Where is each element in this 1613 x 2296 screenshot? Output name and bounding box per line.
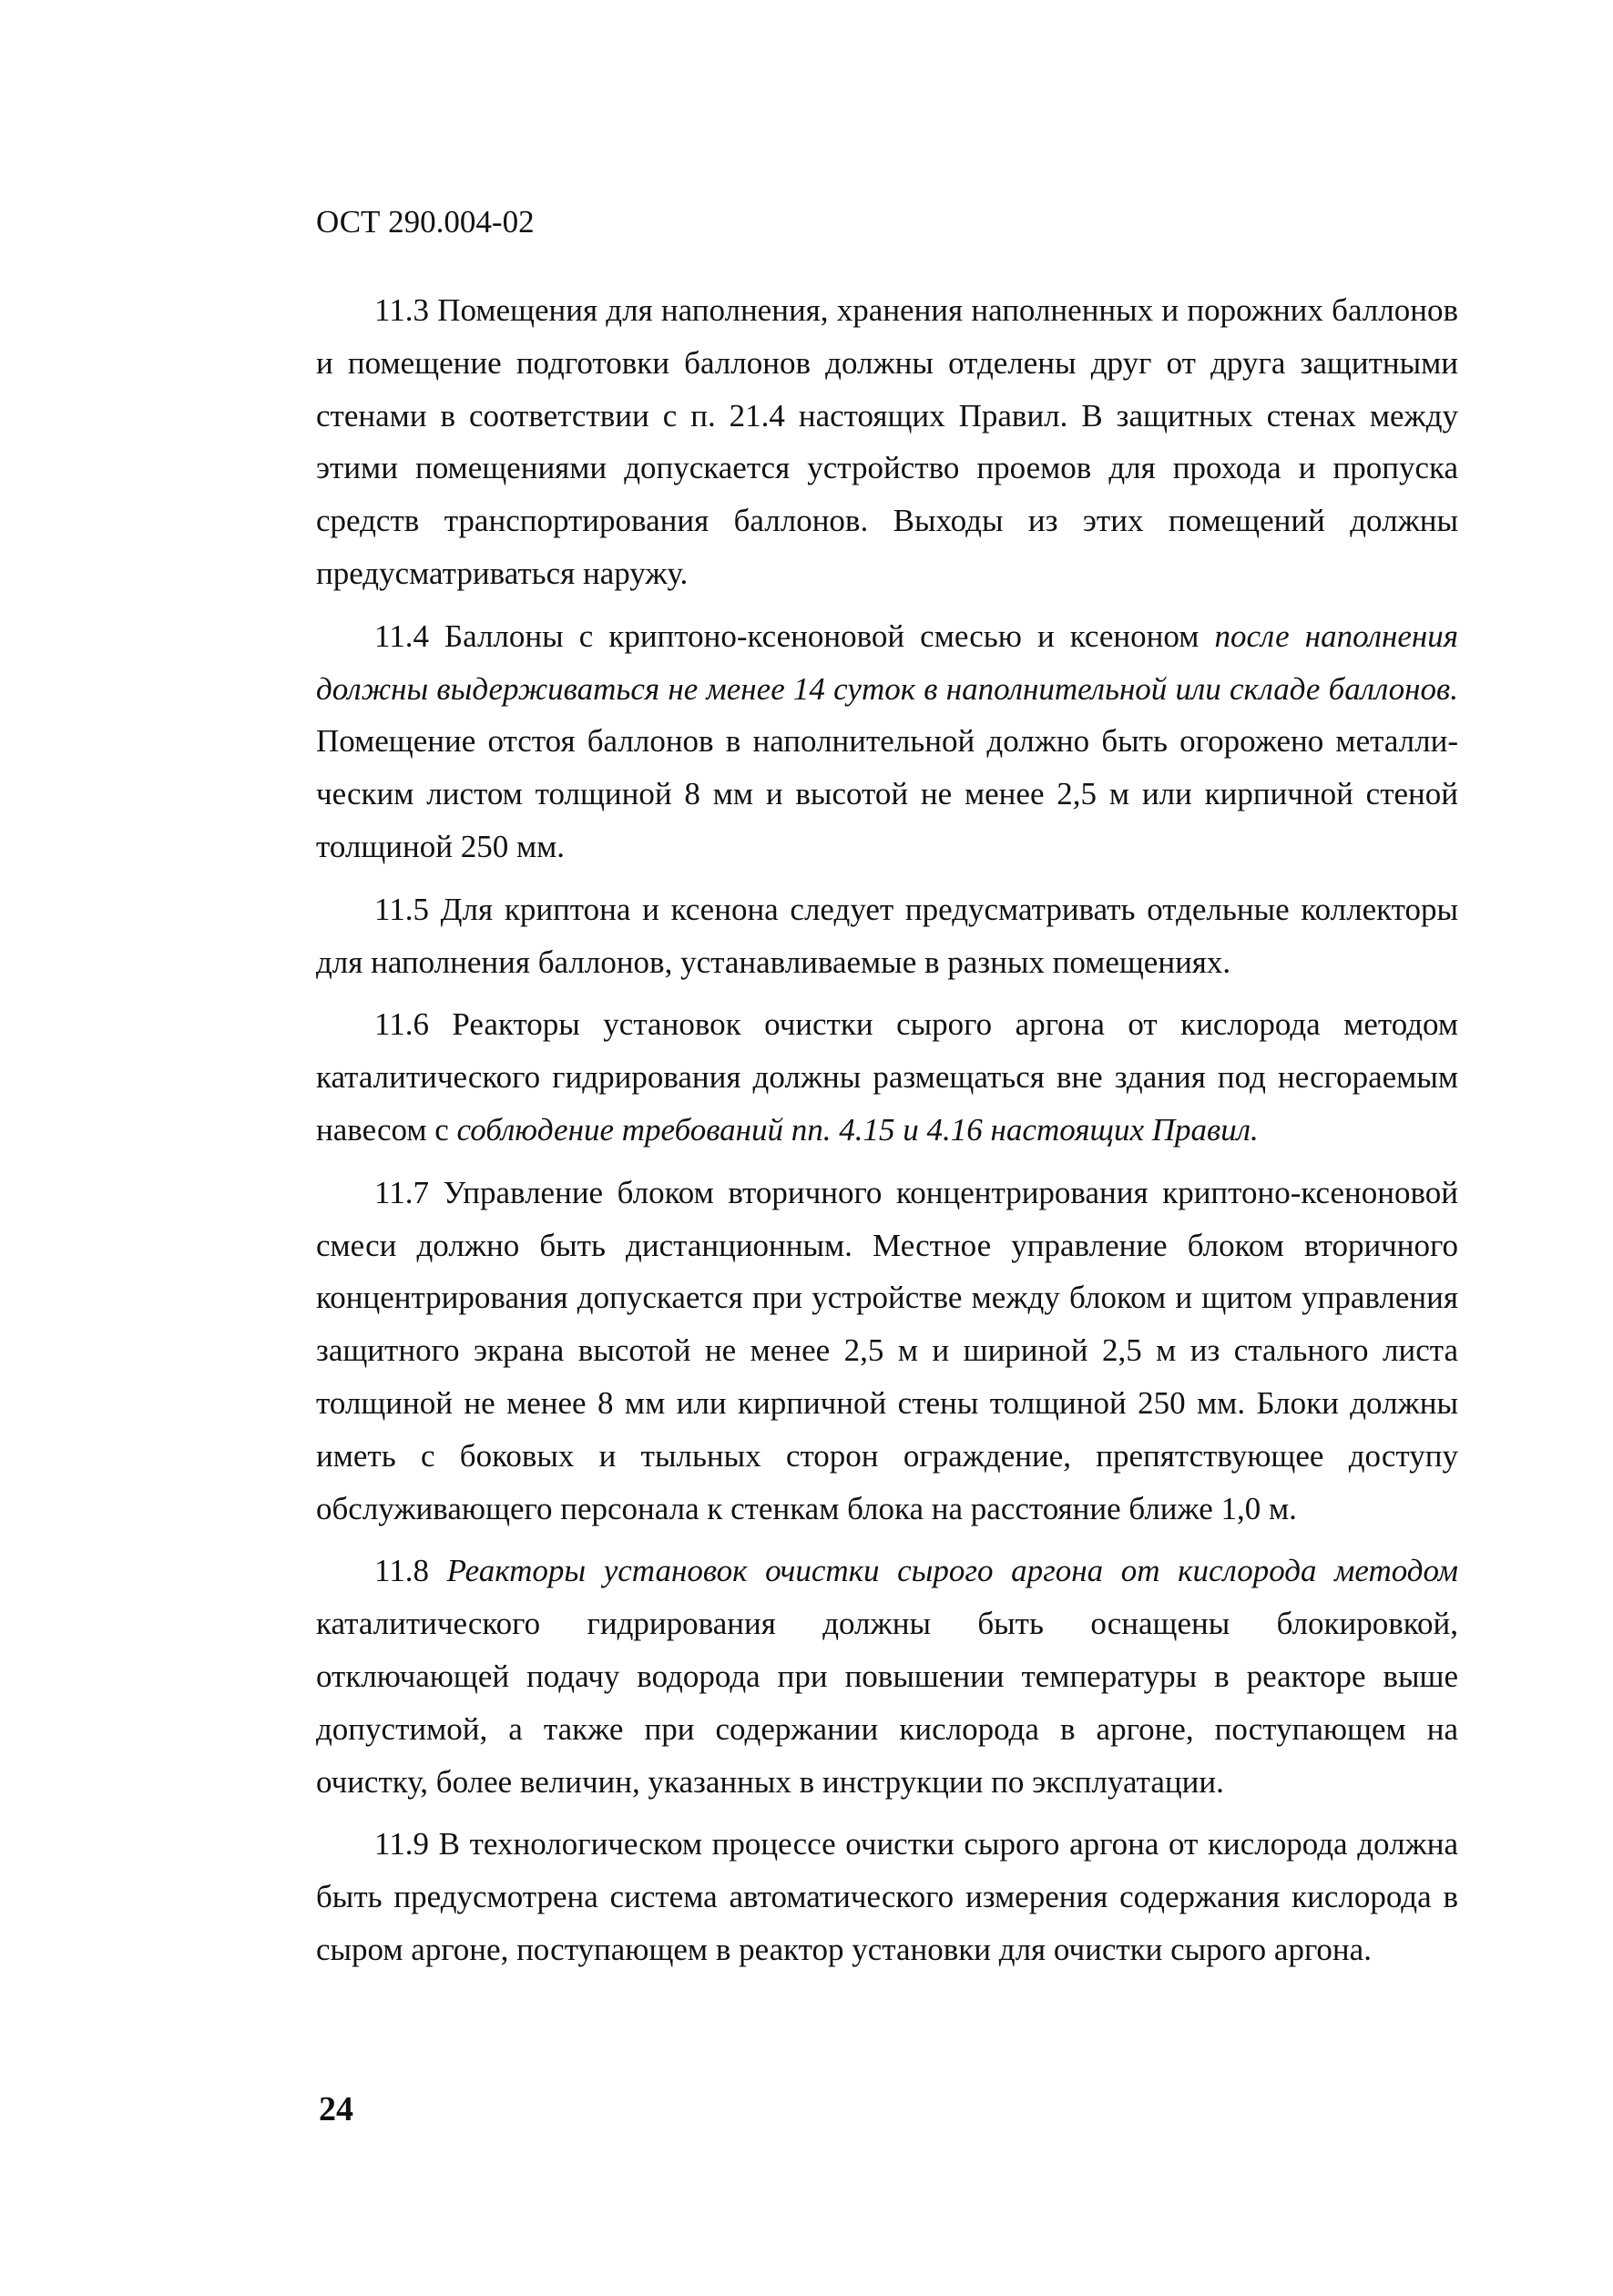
- paragraph-11-8: [316, 1545, 1458, 1808]
- paragraph-11-4-italic: после наполнения должны выдерживаться не менее 14 суток в наполнительной или складе баллонов.: [316, 617, 1458, 707]
- paragraph-11-6-italic: соблюдение требований пп. 4.15 и 4.16 настоящих Правил.: [456, 1111, 1259, 1148]
- paragraph-11-7: 11.7 Управление блоком вторичного концентрирования криптоно-ксеноновой смеси должно быть дистанционным. Местное управление блоком вторичного концентрирования допускается при устройстве между блоком и щитом управления защитного экрана высотой не менее 2,5 м и шириной 2,5 м из стального листа толщиной не менее 8 мм или кирпичной стены толщиной 250 мм. Блоки должны иметь с боковых и тыльных сторон ограждение, препятствующее доступу обслуживающего персонала к стенкам блока на расстояние ближе 1,0 м.: [316, 1174, 1458, 1526]
- paragraph-11-9: 11.9 В технологическом процессе очистки сырого аргона от кислорода должна быть предусмотрена система автоматического измерения содержания кислорода в сыром аргоне, поступающем в реактор установки для очистки сырого аргона.: [316, 1826, 1458, 1967]
- paragraph-11-8-lead: 11.8: [374, 1553, 447, 1589]
- document-body: [316, 284, 1458, 1986]
- paragraph-11-4-lead: 11.4 Баллоны с криптоно-ксеноновой смесью и ксеноном: [374, 617, 1215, 654]
- document-code: ОСТ 290.004-02: [316, 204, 535, 240]
- paragraph-11-3: 11.3 Помещения для наполнения, хранения наполненных и порожних баллонов и помещение подготовки баллонов должны отделены друг от друга защитными стенами в соответствии с п. 21.4 настоящих Правил. В защитных стенах между этими помещениями допускается устройство проемов для прохода и пропуска средств транспортирования баллонов. Выходы из этих помещений должны предусматриваться наружу.: [316, 292, 1458, 591]
- page-number: 24: [319, 2090, 353, 2128]
- paragraph-11-8-rest: каталитического гидрирования должны быть оснащены блокировкой, отключающей подачу водорода при повышении температуры в реакторе выше допустимой, а также при содержании кислорода в аргоне, поступающем на очистку, более величин, указанных в инструкции по эксплуатации.: [316, 1606, 1458, 1800]
- paragraph-11-4-rest: Помещение отстоя баллонов в наполнительной должно быть огорожено металлическим листом толщиной 8 мм и высотой не менее 2,5 м или кирпичной стеной толщиной 250 мм.: [316, 723, 1458, 864]
- paragraph-11-8-italic: Реакторы установок очистки сырого аргона от кислорода методом: [446, 1553, 1459, 1589]
- paragraph-11-6-text: 11.6 Реакторы установок очистки сырого аргона от кислорода методом каталитического гидрирования должны размещаться вне здания под несгораемым навесом с: [316, 1006, 1458, 1148]
- paragraph-11-6: [316, 998, 1458, 1156]
- paragraph-11-5: 11.5 Для криптона и ксенона следует предусматривать отдельные коллекторы для наполнения баллонов, устанавливаемые в разных помещениях.: [316, 891, 1458, 980]
- paragraph-11-4: [316, 610, 1458, 873]
